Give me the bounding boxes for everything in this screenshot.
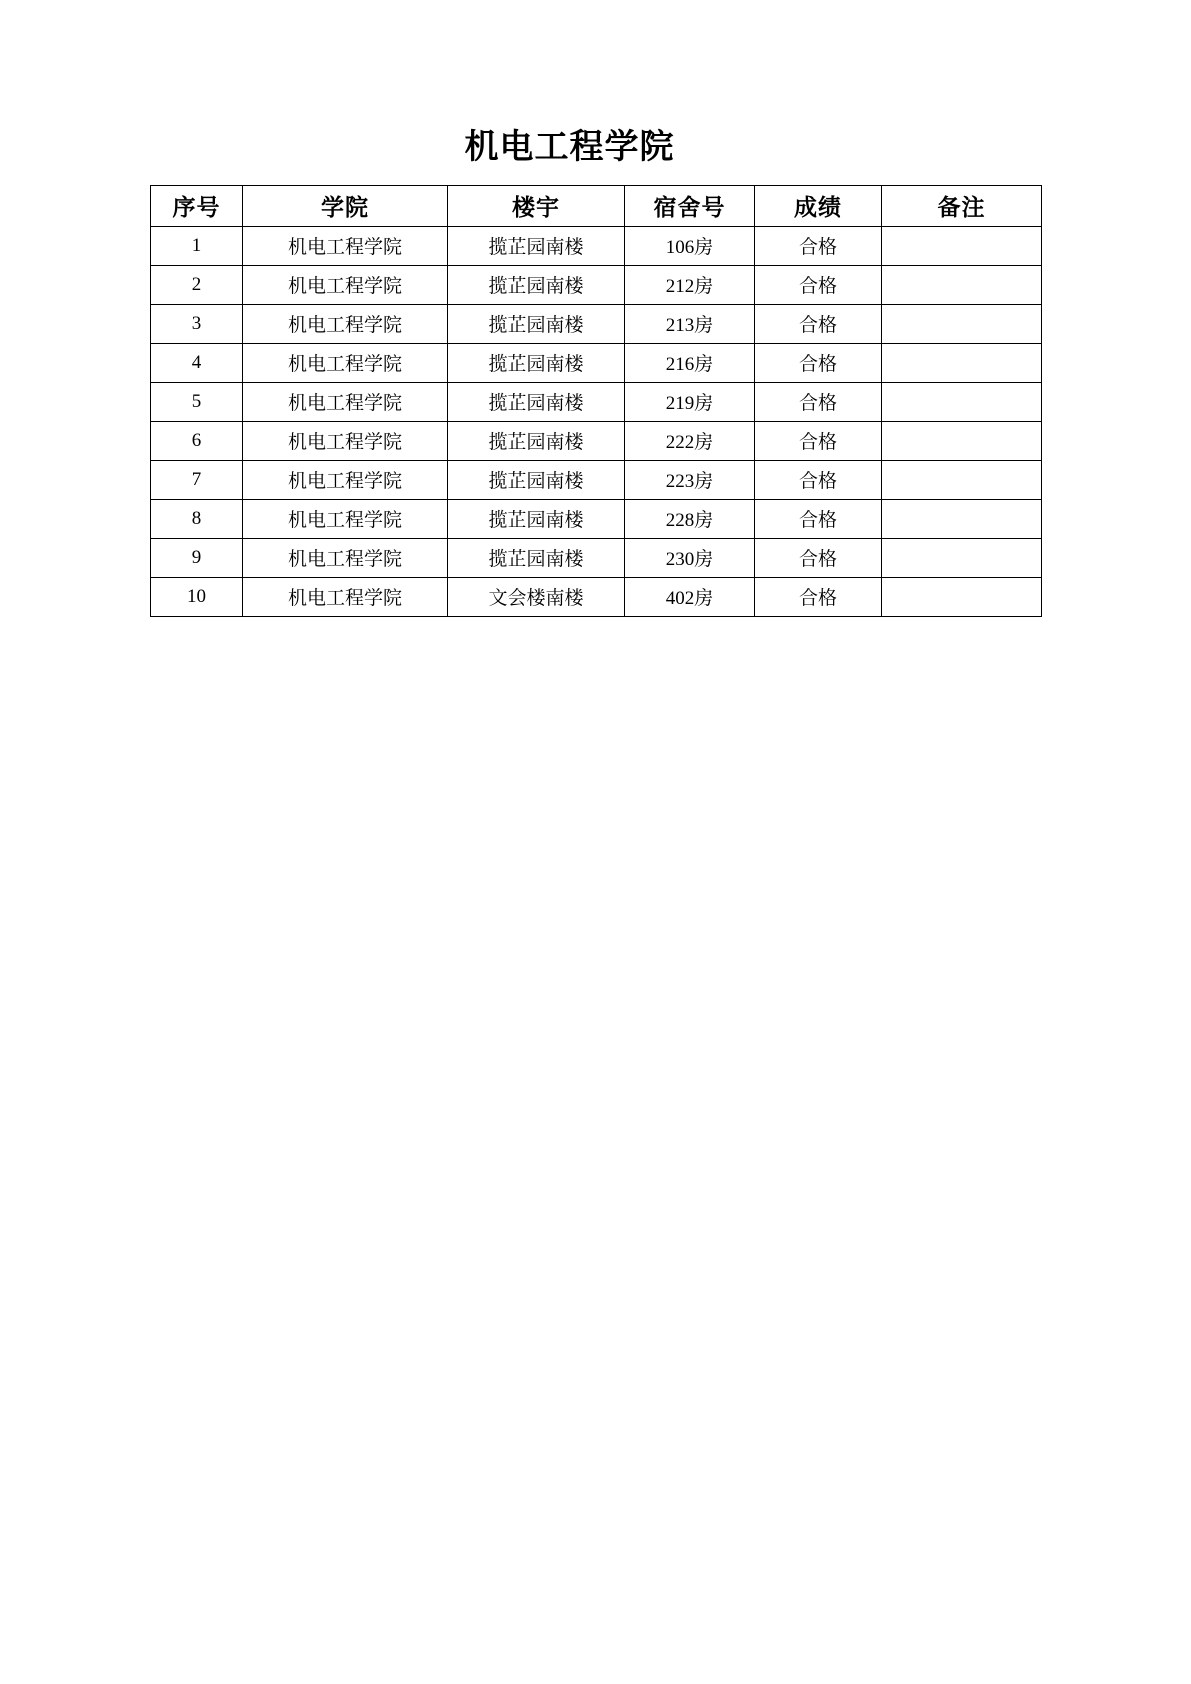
cell-score: 合格 [755,577,882,616]
cell-college: 机电工程学院 [243,538,448,577]
column-header-room: 宿舍号 [625,185,755,226]
cell-remark [882,460,1042,499]
cell-remark [882,226,1042,265]
page-title: 机电工程学院 [464,129,675,166]
cell-building: 揽芷园南楼 [448,538,625,577]
table-row [151,577,1042,616]
cell-index: 4 [151,343,243,382]
cell-remark [882,265,1042,304]
cell-room: 223房 [625,460,755,499]
cell-remark [882,343,1042,382]
cell-college: 机电工程学院 [243,577,448,616]
table-body [151,226,1042,616]
cell-score: 合格 [755,265,882,304]
cell-building: 揽芷园南楼 [448,421,625,460]
dormitory-table [150,185,1042,617]
cell-room: 228房 [625,499,755,538]
cell-room: 230房 [625,538,755,577]
cell-building: 揽芷园南楼 [448,343,625,382]
cell-remark [882,499,1042,538]
cell-building: 揽芷园南楼 [448,265,625,304]
cell-college: 机电工程学院 [243,265,448,304]
cell-index: 1 [151,226,243,265]
cell-remark [882,577,1042,616]
cell-college: 机电工程学院 [243,343,448,382]
table-row [151,460,1042,499]
cell-index: 3 [151,304,243,343]
cell-college: 机电工程学院 [243,460,448,499]
cell-index: 5 [151,382,243,421]
cell-room: 222房 [625,421,755,460]
cell-room: 212房 [625,265,755,304]
cell-college: 机电工程学院 [243,421,448,460]
cell-score: 合格 [755,226,882,265]
table-row [151,499,1042,538]
table-row [151,538,1042,577]
cell-room: 213房 [625,304,755,343]
cell-index: 9 [151,538,243,577]
cell-score: 合格 [755,499,882,538]
cell-score: 合格 [755,343,882,382]
column-header-building: 楼宇 [448,185,625,226]
column-header-score: 成绩 [755,185,882,226]
cell-room: 216房 [625,343,755,382]
cell-building: 揽芷园南楼 [448,460,625,499]
cell-building: 揽芷园南楼 [448,304,625,343]
cell-building: 文会楼南楼 [448,577,625,616]
cell-index: 7 [151,460,243,499]
column-header-remark: 备注 [882,185,1042,226]
cell-remark [882,421,1042,460]
table-row [151,421,1042,460]
cell-building: 揽芷园南楼 [448,499,625,538]
table-row [151,343,1042,382]
cell-college: 机电工程学院 [243,226,448,265]
cell-room: 219房 [625,382,755,421]
cell-remark [882,538,1042,577]
table-row [151,226,1042,265]
cell-college: 机电工程学院 [243,382,448,421]
cell-index: 8 [151,499,243,538]
cell-building: 揽芷园南楼 [448,382,625,421]
cell-index: 2 [151,265,243,304]
cell-college: 机电工程学院 [243,304,448,343]
cell-remark [882,382,1042,421]
column-header-index: 序号 [151,185,243,226]
dormitory-table-container [0,185,1191,617]
cell-room: 106房 [625,226,755,265]
cell-remark [882,304,1042,343]
table-header-row [151,185,1042,226]
cell-index: 10 [151,577,243,616]
cell-building: 揽芷园南楼 [448,226,625,265]
column-header-college: 学院 [243,185,448,226]
cell-score: 合格 [755,460,882,499]
cell-index: 6 [151,421,243,460]
cell-room: 402房 [625,577,755,616]
table-header [151,185,1042,226]
cell-score: 合格 [755,382,882,421]
table-row [151,265,1042,304]
cell-score: 合格 [755,421,882,460]
cell-score: 合格 [755,538,882,577]
table-row [151,382,1042,421]
table-row [151,304,1042,343]
cell-score: 合格 [755,304,882,343]
cell-college: 机电工程学院 [243,499,448,538]
